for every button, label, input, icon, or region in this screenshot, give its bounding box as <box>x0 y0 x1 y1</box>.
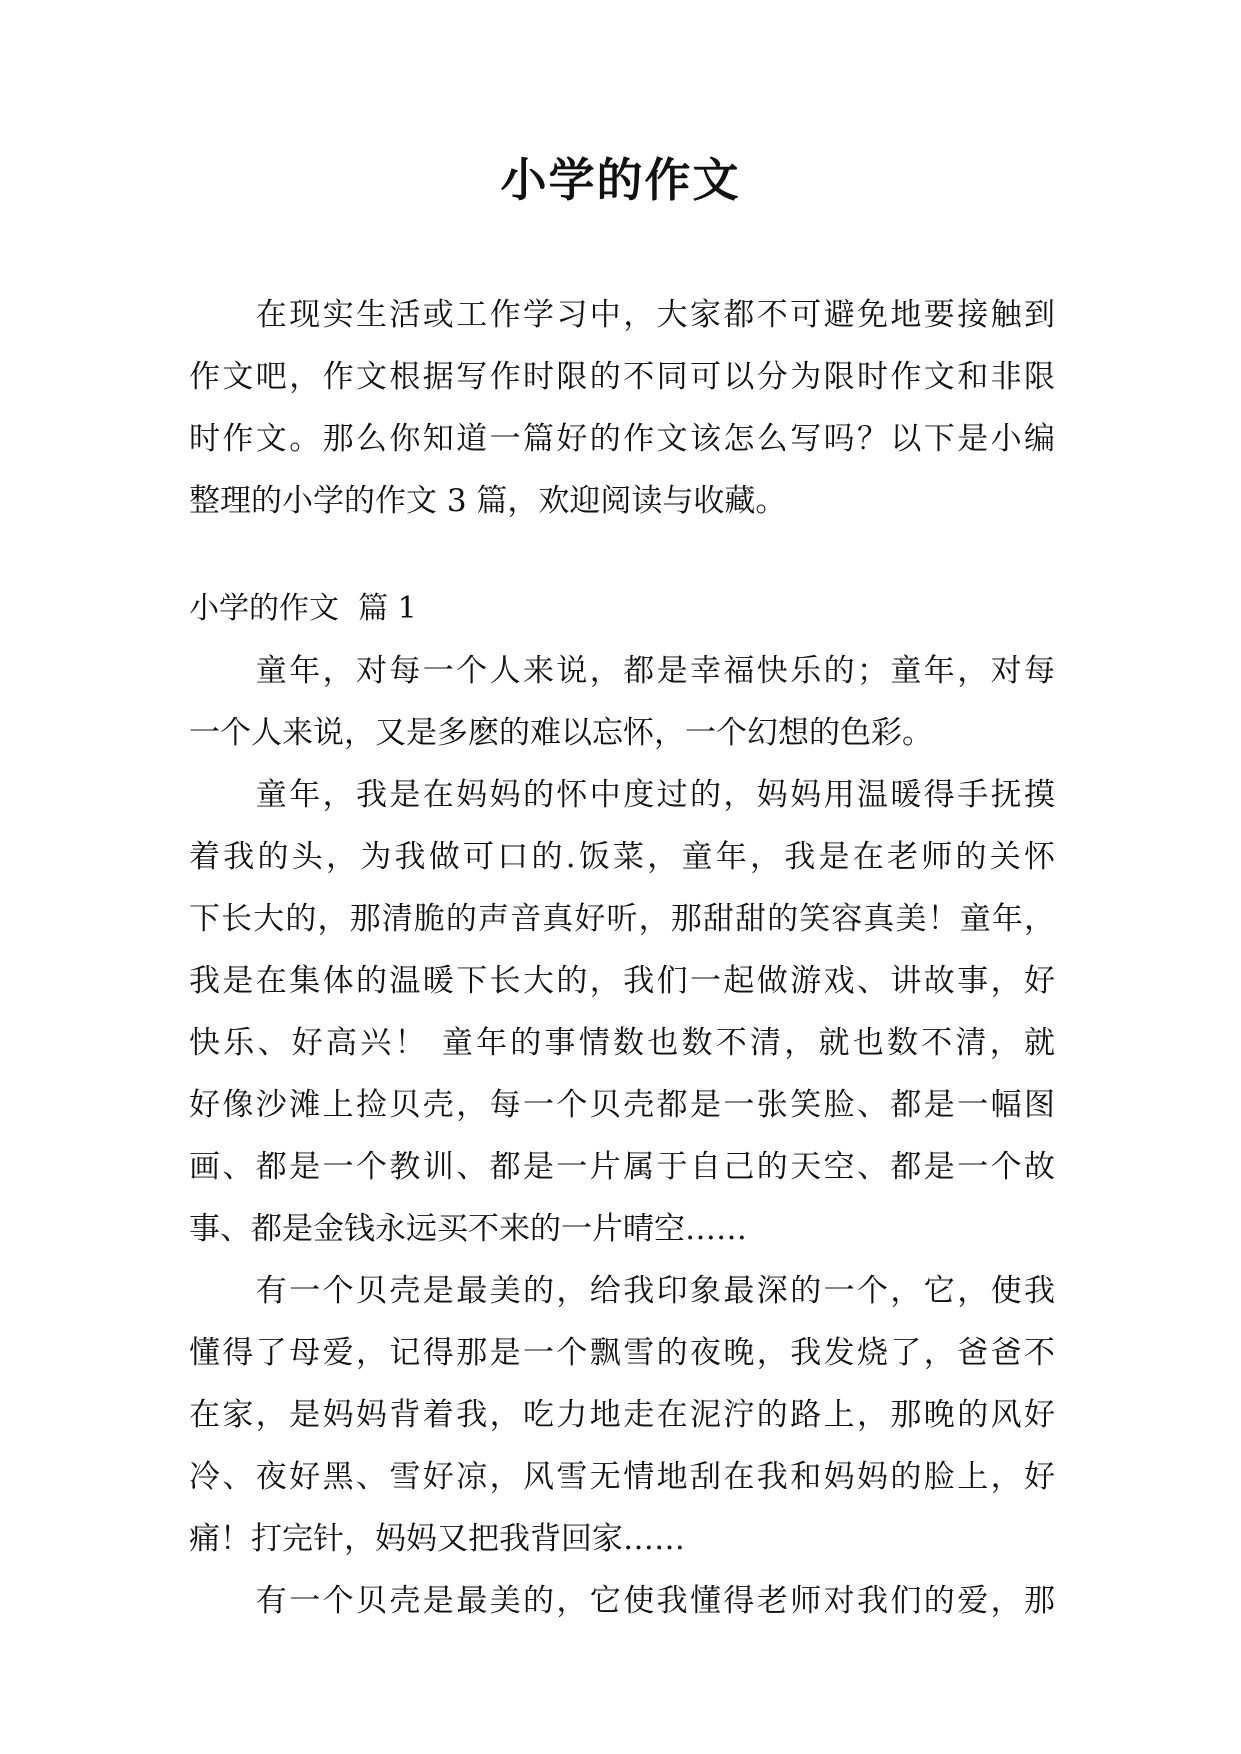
text-line: 快乐、好高兴！ 童年的事情数也数不清，就也数不清，就 <box>189 1025 1055 1061</box>
text-line: 作文吧，作文根据写作时限的不同可以分为限时作文和非限 <box>189 359 1055 395</box>
text-line: 痛！打完针，妈妈又把我背回家…… <box>189 1521 685 1557</box>
text-line: 整理的小学的作文 3 篇，欢迎阅读与收藏。 <box>189 483 787 519</box>
text-line: 时作文。那么你知道一篇好的作文该怎么写吗？以下是小编 <box>189 421 1055 457</box>
text-line: 有一个贝壳是最美的，它使我懂得老师对我们的爱，那 <box>189 1583 1055 1619</box>
text-line: 在现实生活或工作学习中，大家都不可避免地要接触到 <box>189 297 1055 333</box>
text-line: 下长大的，那清脆的声音真好听，那甜甜的笑容真美！童年， <box>189 901 1055 937</box>
text-line: 童年，对每一个人来说，都是幸福快乐的；童年，对每 <box>189 653 1055 689</box>
text-line: 好像沙滩上捡贝壳，每一个贝壳都是一张笑脸、都是一幅图 <box>189 1087 1055 1123</box>
paragraph-4 <box>189 1570 1055 1632</box>
text-line: 事、都是金钱永远买不来的一片晴空…… <box>189 1211 747 1247</box>
spacer <box>189 532 1055 578</box>
text-line: 一个人来说，又是多麽的难以忘怀，一个幻想的色彩。 <box>189 715 933 751</box>
text-line: 懂得了母爱，记得那是一个飘雪的夜晚，我发烧了，爸爸不 <box>189 1335 1055 1371</box>
text-line: 有一个贝壳是最美的，给我印象最深的一个，它，使我 <box>189 1273 1055 1309</box>
text-line: 我是在集体的温暖下长大的，我们一起做游戏、讲故事，好 <box>189 963 1055 999</box>
paragraph-1 <box>189 640 1055 764</box>
intro-paragraph <box>189 284 1055 532</box>
text-line: 冷、夜好黑、雪好凉，风雪无情地刮在我和妈妈的脸上，好 <box>189 1459 1055 1495</box>
section-heading: 小学的作文 篇 1 <box>189 591 417 626</box>
text-line: 童年，我是在妈妈的怀中度过的，妈妈用温暖得手抚摸 <box>189 777 1055 813</box>
document-body <box>189 284 1055 1632</box>
paragraph-3 <box>189 1260 1055 1570</box>
paragraph-2 <box>189 764 1055 1260</box>
text-line: 画、都是一个教训、都是一片属于自己的天空、都是一个故 <box>189 1149 1055 1185</box>
text-line: 在家，是妈妈背着我，吃力地走在泥泞的路上，那晚的风好 <box>189 1397 1055 1433</box>
document-title: 小学的作文 <box>500 153 741 207</box>
text-line: 着我的头，为我做可口的.饭菜，童年，我是在老师的关怀 <box>189 839 1055 875</box>
